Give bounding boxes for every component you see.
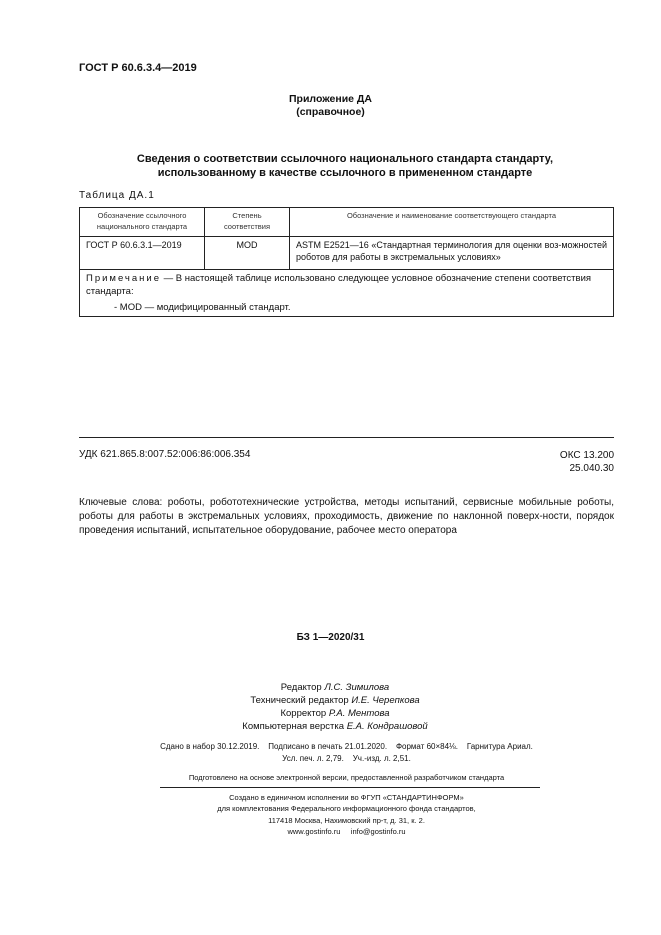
note-item: - MOD — модифицированный стандарт.: [114, 302, 291, 313]
table-note: [80, 270, 614, 317]
publisher-line4: www.gostinfo.ru info@gostinfo.ru: [287, 827, 406, 836]
section-title-line2: использованному в качестве ссылочного в примененном стандарте: [157, 167, 533, 179]
editor-role: Корректор: [280, 708, 327, 719]
table-cell: ASTM E2521—16 «Стандартная терминология для оценки воз-можностей роботов для работы в экстремальных условиях»: [290, 237, 614, 270]
editor-line: [220, 720, 450, 733]
bz-number: БЗ 1—2020/31: [296, 632, 365, 643]
udc-code: УДК 621.865.8:007.52:006:86:006.354: [79, 449, 251, 460]
table-header-row: [80, 208, 614, 237]
table-header-cell: Степень соответствия: [205, 208, 290, 237]
editor-role: Редактор: [280, 682, 322, 693]
editor-name: Е.А. Кондрашовой: [346, 721, 428, 732]
oks-line2: 25.040.30: [569, 463, 614, 474]
editor-name: Л.С. Зимилова: [324, 682, 390, 693]
publisher-address: [79, 815, 614, 837]
divider: [160, 787, 540, 788]
table-header-cell: Обозначение и наименование соответствующего стандарта: [290, 208, 614, 237]
publisher-line2: для комплектования Федерального информационного фонда стандартов,: [217, 804, 476, 813]
editor-name: И.Е. Черепкова: [351, 695, 420, 706]
standard-number: ГОСТ Р 60.6.3.4—2019: [79, 62, 197, 74]
divider: [79, 437, 614, 438]
editor-name: Р.А. Ментова: [328, 708, 390, 719]
appendix-heading: [0, 93, 661, 119]
keywords: Ключевые слова: роботы, робототехнические устройства, методы испытаний, сервисные мобильные роботы, роботы для работы в экстремальных условиях, проходимость, движение по наклонной поверх-ности, порядок проведения испытаний, испытательное оборудование, рабочее место оператора: [79, 497, 614, 536]
print-info-line1: Сдано в набор 30.12.2019. Подписано в печать 21.01.2020. Формат 60×84⅛. Гарнитура Ариал.: [160, 742, 533, 751]
note-text: — В настоящей таблице использовано следующее условное обозначение степени соответствия стандарта:: [86, 273, 592, 297]
editor-role: Компьютерная верстка: [242, 721, 345, 732]
print-info: [79, 741, 614, 765]
note-label: Примечание: [86, 273, 161, 284]
print-info-line2: Усл. печ. л. 2,79. Уч.-изд. л. 2,51.: [282, 754, 411, 763]
correspondence-table: [79, 207, 614, 317]
publisher-line3: 117418 Москва, Нахимовский пр-т, д. 31, к. 2.: [268, 816, 425, 825]
publisher-info: [79, 792, 614, 814]
editor-role: Технический редактор: [250, 695, 349, 706]
editor-line: [220, 694, 450, 707]
table-header-cell: Обозначение ссылочного национального стандарта: [80, 208, 205, 237]
oks-code: [460, 449, 614, 475]
oks-line1: ОКС 13.200: [559, 450, 614, 461]
editors-block: [220, 681, 450, 733]
appendix-title: Приложение ДА: [289, 93, 372, 105]
table-row: [80, 237, 614, 270]
table-cell: ГОСТ Р 60.6.3.1—2019: [80, 237, 205, 270]
editor-line: [220, 681, 450, 694]
table-caption: Таблица ДА.1: [79, 190, 155, 201]
editor-line: [220, 707, 450, 720]
table-cell: MOD: [205, 237, 290, 270]
section-title: [100, 152, 590, 180]
prepared-note: Подготовлено на основе электронной версии, предоставленной разработчиком стандарта: [188, 773, 505, 782]
section-title-line1: Сведения о соответствии ссылочного национального стандарта стандарту,: [136, 153, 554, 165]
table-note-row: [80, 270, 614, 317]
publisher-line1: Создано в единичном исполнении во ФГУП «СТАНДАРТИНФОРМ»: [229, 793, 464, 802]
appendix-subtitle: (справочное): [296, 106, 365, 118]
